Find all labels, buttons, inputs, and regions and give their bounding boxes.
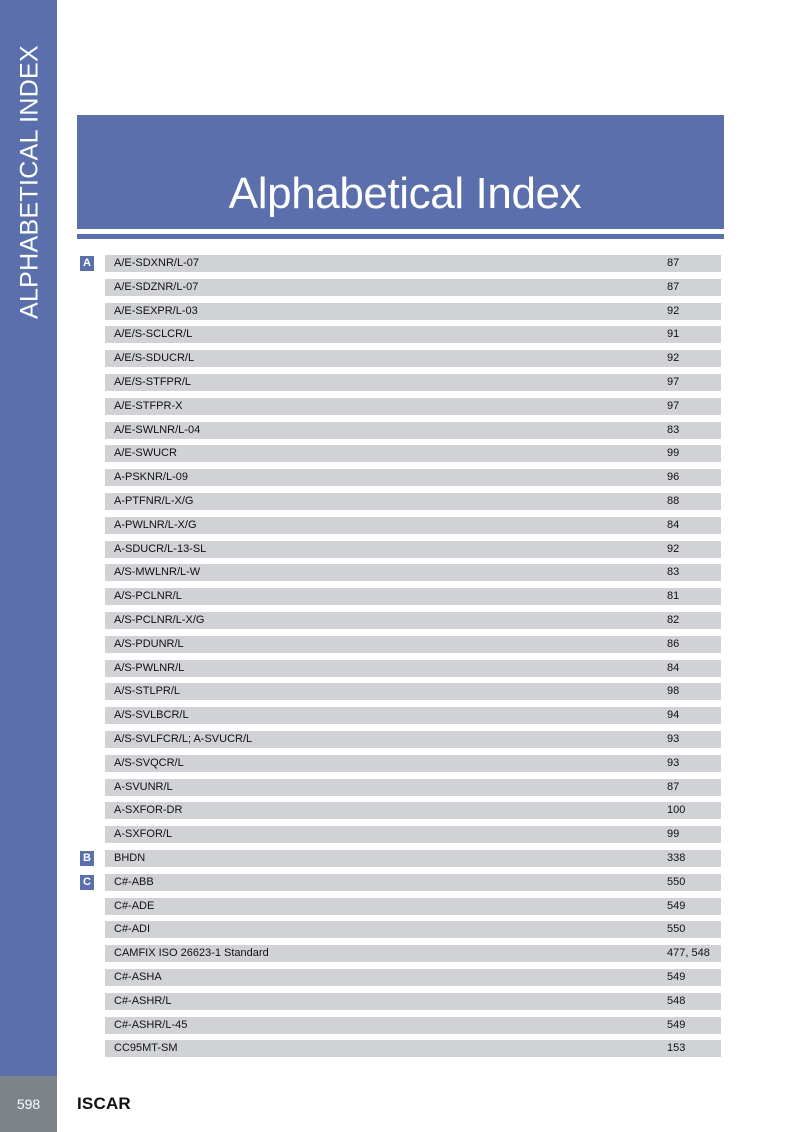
index-entry-name: BHDN [114, 851, 146, 864]
index-entry-name: C#-ASHR/L [114, 994, 172, 1007]
index-row [77, 945, 723, 962]
index-entry-page: 549 [667, 970, 686, 983]
index-row-bar [105, 636, 721, 653]
index-entry-page: 86 [667, 637, 680, 650]
index-entry-page: 548 [667, 994, 686, 1007]
index-entry-name: A/S-PCLNR/L [114, 590, 182, 603]
index-entry-name: C#-ADI [114, 923, 151, 936]
page-title: Alphabetical Index [228, 169, 582, 218]
index-row [77, 422, 723, 439]
index-row [77, 802, 723, 819]
index-entry-name: A/S-SVLBCR/L [114, 709, 189, 722]
index-row-bar [105, 517, 721, 534]
index-row-bar [105, 469, 721, 486]
index-entry-name: A-SXFOR-DR [114, 804, 183, 817]
index-entry-name: C#-ABB [114, 875, 154, 888]
index-row-bar [105, 755, 721, 772]
index-row [77, 326, 723, 343]
index-entry-page: 93 [667, 732, 680, 745]
index-row [77, 921, 723, 938]
index-row [77, 350, 723, 367]
index-entry-page: 549 [667, 1018, 686, 1031]
index-row-bar [105, 802, 721, 819]
index-entry-page: 97 [667, 375, 680, 388]
index-row [77, 683, 723, 700]
index-row [77, 969, 723, 986]
index-row [77, 303, 723, 320]
index-entry-page: 550 [667, 923, 686, 936]
index-row [77, 541, 723, 558]
index-entry-name: C#-ADE [114, 899, 155, 912]
index-entry-name: A/S-PCLNR/L-X/G [114, 613, 205, 626]
index-entry-name: A/E/S-SCLCR/L [114, 328, 193, 341]
index-row-bar [105, 826, 721, 843]
index-entry-page: 83 [667, 423, 680, 436]
index-entry-name: A/E-SEXPR/L-03 [114, 304, 198, 317]
index-row [77, 755, 723, 772]
index-entry-page: 97 [667, 399, 680, 412]
index-row [77, 255, 723, 272]
section-letter-badge: A [80, 256, 94, 271]
index-row [77, 731, 723, 748]
index-entry-name: A/E/S-STFPR/L [114, 375, 192, 388]
index-entry-name: A-SDUCR/L-13-SL [114, 542, 207, 555]
index-row-bar [105, 493, 721, 510]
index-row [77, 993, 723, 1010]
sidebar-section-label: ALPHABETICAL INDEX [15, 44, 44, 320]
index-entry-name: A/S-SVLFCR/L; A-SVUCR/L [114, 732, 253, 745]
index-list [77, 255, 723, 1064]
index-entry-name: A-PTFNR/L-X/G [114, 494, 194, 507]
index-entry-name: A/E-SDZNR/L-07 [114, 280, 199, 293]
index-entry-page: 88 [667, 494, 680, 507]
index-entry-name: A/E-SWUCR [114, 447, 177, 460]
index-entry-page: 92 [667, 304, 680, 317]
index-entry-page: 338 [667, 851, 686, 864]
brand-logo-text: ISCAR [77, 1094, 131, 1113]
title-wrap [77, 0, 733, 218]
index-entry-page: 550 [667, 875, 686, 888]
index-row [77, 660, 723, 677]
index-entry-name: A/S-MWLNR/L-W [114, 566, 201, 579]
index-row-bar [105, 445, 721, 462]
index-row-bar [105, 660, 721, 677]
index-entry-name: A/E/S-SDUCR/L [114, 352, 195, 365]
index-entry-page: 477, 548 [667, 947, 710, 960]
index-entry-page: 84 [667, 518, 680, 531]
header-rule [77, 234, 724, 239]
index-row [77, 517, 723, 534]
index-row [77, 1040, 723, 1057]
index-row [77, 279, 723, 296]
index-entry-page: 87 [667, 280, 680, 293]
index-entry-name: A/S-SVQCR/L [114, 756, 184, 769]
index-entry-page: 92 [667, 352, 680, 365]
index-row [77, 850, 723, 867]
index-row [77, 826, 723, 843]
index-entry-page: 81 [667, 590, 680, 603]
index-entry-page: 87 [667, 257, 680, 269]
page-number: 598 [0, 1076, 57, 1132]
index-row [77, 874, 723, 891]
index-row-bar [105, 969, 721, 986]
index-row-bar [105, 921, 721, 938]
index-entry-name: A-PSKNR/L-09 [114, 471, 188, 484]
index-entry-name: A/E-STFPR-X [114, 399, 183, 412]
index-row-bar [105, 874, 721, 891]
index-row [77, 779, 723, 796]
index-row [77, 898, 723, 915]
index-row-bar [105, 898, 721, 915]
index-entry-name: A/E-SWLNR/L-04 [114, 423, 201, 436]
index-entry-page: 93 [667, 756, 680, 769]
index-entry-page: 92 [667, 542, 680, 555]
index-entry-page: 99 [667, 828, 680, 841]
index-row [77, 398, 723, 415]
index-entry-name: C#-ASHA [114, 970, 162, 983]
index-entry-page: 94 [667, 709, 680, 722]
index-row-bar [105, 850, 721, 867]
index-entry-page: 91 [667, 328, 680, 341]
index-row-bar [105, 588, 721, 605]
index-entry-name: A/E-SDXNR/L-07 [114, 257, 199, 269]
index-entry-name: A-SXFOR/L [114, 828, 173, 841]
index-row [77, 374, 723, 391]
index-row-bar [105, 398, 721, 415]
index-row-bar [105, 1017, 721, 1034]
index-row-bar [105, 683, 721, 700]
index-row-bar [105, 326, 721, 343]
index-row-bar [105, 993, 721, 1010]
index-entry-name: CC95MT-SM [114, 1042, 178, 1055]
index-row-bar [105, 374, 721, 391]
index-entry-page: 87 [667, 780, 680, 793]
index-row [77, 493, 723, 510]
index-row [77, 445, 723, 462]
index-entry-page: 100 [667, 804, 686, 817]
index-row-bar [105, 350, 721, 367]
index-row-bar [105, 707, 721, 724]
index-entry-page: 153 [667, 1042, 686, 1055]
index-entry-page: 549 [667, 899, 686, 912]
index-row [77, 469, 723, 486]
index-row [77, 707, 723, 724]
index-entry-name: A-SVUNR/L [114, 780, 173, 793]
index-row [77, 588, 723, 605]
index-entry-page: 96 [667, 471, 680, 484]
index-entry-page: 99 [667, 447, 680, 460]
index-entry-page: 82 [667, 613, 680, 626]
index-entry-name: A/S-PWLNR/L [114, 661, 185, 674]
index-row [77, 636, 723, 653]
index-entry-page: 84 [667, 661, 680, 674]
section-letter-badge: B [80, 851, 94, 866]
index-entry-page: 98 [667, 685, 680, 698]
index-entry-name: A-PWLNR/L-X/G [114, 518, 197, 531]
section-letter-badge: C [80, 875, 94, 890]
index-row [77, 1017, 723, 1034]
index-entry-name: CAMFIX ISO 26623-1 Standard [114, 947, 269, 960]
index-entry-name: A/S-PDUNR/L [114, 637, 184, 650]
index-row [77, 612, 723, 629]
index-entry-name: C#-ASHR/L-45 [114, 1018, 188, 1031]
index-entry-name: A/S-STLPR/L [114, 685, 181, 698]
index-row-bar [105, 779, 721, 796]
index-row [77, 564, 723, 581]
index-entry-page: 83 [667, 566, 680, 579]
index-row-bar [105, 1040, 721, 1057]
